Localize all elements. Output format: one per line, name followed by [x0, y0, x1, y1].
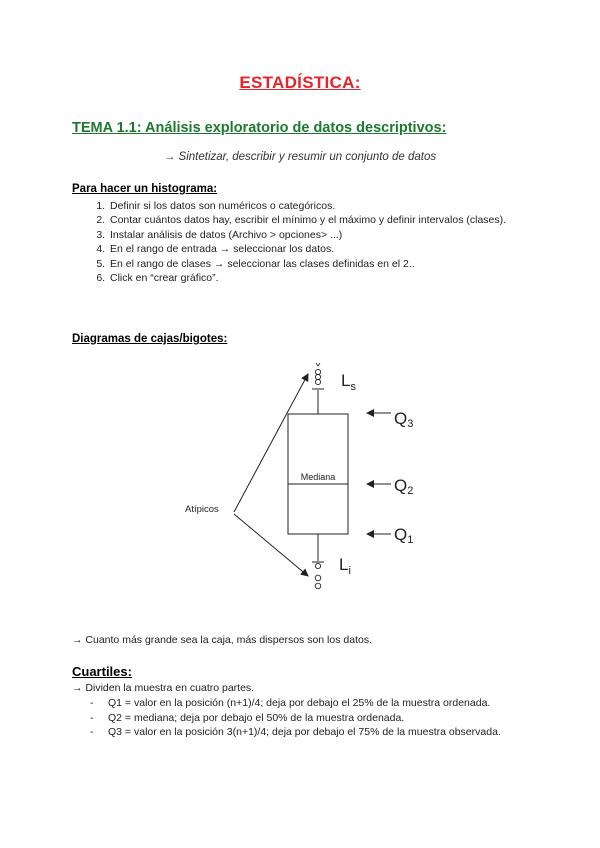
outlier-point	[316, 363, 320, 366]
boxplot-heading: Diagramas de cajas/bigotes:	[72, 333, 228, 345]
list-item	[72, 725, 501, 740]
outlier-point	[315, 379, 320, 384]
histogram-step: 4. En el rango de entrada → seleccionar los datos.	[108, 242, 528, 256]
list-item-text: Q3 = valor en la posición 3(n+1)/4; deja por debajo el 75% de la muestra observada.	[108, 726, 501, 738]
q1-label: Q1	[394, 525, 414, 546]
topic-title: TEMA 1.1: Análisis exploratorio de datos descriptivos:	[72, 120, 447, 136]
histogram-step: 6. Click en “crear gráfico”.	[108, 271, 528, 285]
boxplot-diagram	[170, 356, 440, 596]
q2-label: Q2	[394, 476, 414, 497]
boxplot-note: → Cuanto más grande sea la caja, más dispersos son los datos.	[72, 634, 372, 646]
lower-limit-label: $L_i$	[339, 555, 351, 577]
outlier-point	[315, 369, 320, 374]
histogram-step: 2. Contar cuántos datos hay, escribir el mínimo y el máximo y definir intervalos (clases).	[108, 213, 528, 227]
q3-label: Q3	[394, 409, 414, 430]
page-title: ESTADÍSTICA:	[239, 73, 361, 92]
list-bullet: -	[90, 726, 94, 738]
histogram-step: 5. En el rango de clases → seleccionar las clases definidas en el 2..	[108, 257, 528, 271]
topic-subtitle: → Sintetizar, describir y resumir un conjunto de datos	[163, 151, 437, 163]
outlier-point	[315, 583, 321, 589]
outliers-label: Atípicos	[185, 504, 219, 515]
outliers-arrow-down	[234, 514, 308, 576]
histogram-step: 3. Instalar análisis de datos (Archivo > opciones> ...)	[108, 228, 528, 242]
list-item-text: Q2 = mediana; deja por debajo el 50% de la muestra ordenada.	[108, 711, 405, 724]
list-item	[72, 711, 501, 726]
list-bullet: -	[90, 711, 94, 724]
histogram-steps	[72, 199, 528, 285]
list-item	[72, 696, 501, 711]
quartiles-heading: Cuartiles:	[72, 664, 132, 679]
outlier-point	[315, 563, 320, 568]
outlier-point	[315, 374, 320, 379]
outlier-point	[315, 575, 321, 581]
quartiles-intro: → Dividen la muestra en cuatro partes.	[72, 682, 255, 694]
median-label: Mediana	[300, 472, 336, 482]
histogram-step: 1. Definir si los datos son numéricos o categóricos.	[108, 199, 528, 213]
upper-limit-label: $L_s$	[341, 371, 356, 393]
list-bullet: -	[90, 697, 94, 709]
outliers-arrow-up	[234, 374, 308, 512]
quartiles-list	[72, 696, 501, 740]
histogram-heading: Para hacer un histograma:	[72, 183, 218, 195]
list-item-text: Q1 = valor en la posición (n+1)/4; deja por debajo el 25% de la muestra ordenada.	[108, 697, 491, 709]
